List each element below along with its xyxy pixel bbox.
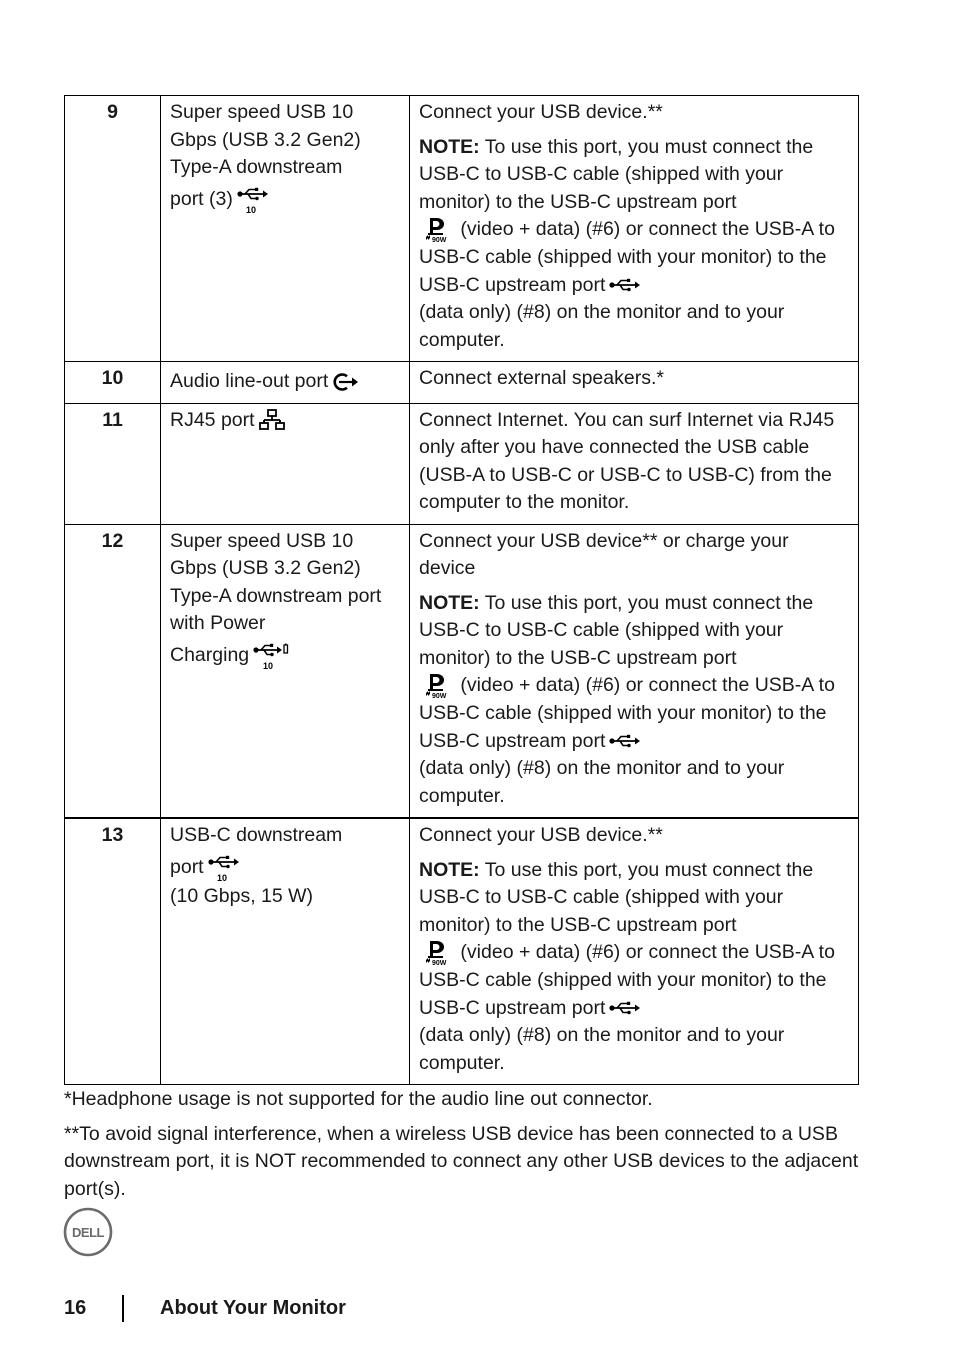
- port-name-suffix: port (3): [170, 187, 233, 210]
- port-number: 12: [65, 524, 161, 818]
- port-name-cell: [161, 96, 410, 362]
- dell-logo: [63, 1207, 113, 1257]
- table-row: [65, 818, 859, 1085]
- port-name-suffix: Charging: [170, 643, 250, 666]
- port-description: Connect Internet. You can surf Internet via RJ45 only after you have connected the USB cable (USB-A to USB-C or USB-C to USB-C) from the computer to the monitor.: [419, 408, 835, 513]
- svg-text:90W: 90W: [432, 237, 447, 244]
- displayport-power-icon: [423, 672, 451, 700]
- dell-logo-text: DELL: [72, 1225, 104, 1240]
- port-note: [419, 134, 850, 355]
- port-name: Super speed USB 10 Gbps (USB 3.2 Gen2) Type-A downstream: [170, 101, 361, 178]
- note-text: To use this port, you must connect the USB-C to USB-C cable (shipped with your monitor) to the USB-C upstream port: [419, 591, 814, 669]
- port-name-suffix: port: [170, 855, 204, 878]
- port-name-cell: [161, 818, 410, 1085]
- port-name-cell: [161, 403, 410, 524]
- usb-power-charging-icon: [253, 641, 289, 671]
- section-title: About Your Monitor: [160, 1297, 346, 1319]
- footer-divider: [122, 1295, 124, 1322]
- note-text: (video + data) (#6) or connect the USB-A to USB-C cable (shipped with your monitor) to the USB-C upstream port: [419, 674, 835, 752]
- port-name: USB-C downstream: [170, 824, 343, 846]
- displayport-power-icon: [423, 939, 451, 967]
- port-spec: (10 Gbps, 15 W): [170, 884, 314, 907]
- audio-line-out-icon: [332, 371, 360, 393]
- svg-text:10: 10: [245, 204, 256, 215]
- note-label: NOTE:: [419, 135, 480, 158]
- usb-icon: [609, 999, 641, 1017]
- port-name: Audio line-out port: [170, 370, 329, 392]
- port-note: [419, 857, 850, 1078]
- port-note: [419, 590, 850, 811]
- port-description-cell: [410, 96, 859, 362]
- port-description-cell: [410, 362, 859, 404]
- port-number: 13: [65, 818, 161, 1085]
- footnote: *Headphone usage is not supported for the audio line out connector.: [64, 1088, 653, 1110]
- footnote: **To avoid signal interference, when a wireless USB device has been connected to a USB downstream port, it is NOT recommended to connect any other USB devices to the adjacent port(s).: [64, 1122, 859, 1200]
- note-text: (data only) (#8) on the monitor and to your computer.: [419, 757, 785, 807]
- port-number: 10: [65, 362, 161, 404]
- port-description: Connect your USB device.**: [419, 101, 663, 123]
- usb-icon: [609, 732, 641, 750]
- svg-text:10: 10: [263, 660, 274, 671]
- svg-text:90W: 90W: [432, 693, 447, 700]
- port-description-cell: [410, 524, 859, 818]
- svg-text:90W: 90W: [432, 960, 447, 967]
- note-text: (data only) (#8) on the monitor and to your computer.: [419, 1024, 785, 1074]
- note-text: To use this port, you must connect the USB-C to USB-C cable (shipped with your monitor) to the USB-C upstream port: [419, 135, 814, 213]
- port-description-cell: [410, 403, 859, 524]
- page-number: 16: [64, 1297, 87, 1319]
- port-name-cell: [161, 524, 410, 818]
- note-text: (video + data) (#6) or connect the USB-A to USB-C cable (shipped with your monitor) to the USB-C upstream port: [419, 218, 835, 296]
- table-row: [65, 96, 859, 362]
- displayport-power-icon: [423, 216, 451, 244]
- table-row: [65, 524, 859, 818]
- port-description: Connect your USB device.**: [419, 824, 663, 846]
- table-row: [65, 362, 859, 404]
- note-label: NOTE:: [419, 591, 480, 614]
- usb-10gbps-icon: [208, 853, 240, 883]
- footnotes: [64, 1086, 864, 1203]
- table-row: [65, 403, 859, 524]
- port-number: 11: [65, 403, 161, 524]
- port-name-cell: [161, 362, 410, 404]
- port-name: Super speed USB 10 Gbps (USB 3.2 Gen2) Type-A downstream port with Power: [170, 529, 382, 634]
- port-description-cell: [410, 818, 859, 1085]
- note-text: (video + data) (#6) or connect the USB-A to USB-C cable (shipped with your monitor) to the USB-C upstream port: [419, 941, 835, 1019]
- usb-10gbps-icon: [237, 185, 269, 215]
- ports-table: [64, 95, 859, 1085]
- network-icon: [259, 408, 285, 432]
- note-text: To use this port, you must connect the USB-C to USB-C cable (shipped with your monitor) to the USB-C upstream port: [419, 858, 814, 936]
- note-text: (data only) (#8) on the monitor and to your computer.: [419, 301, 785, 351]
- note-label: NOTE:: [419, 858, 480, 881]
- svg-text:10: 10: [216, 872, 227, 883]
- port-name: RJ45 port: [170, 408, 255, 431]
- port-description: Connect your USB device** or charge your device: [419, 529, 789, 579]
- usb-icon: [609, 276, 641, 294]
- port-number: 9: [65, 96, 161, 362]
- port-description: Connect external speakers.*: [419, 367, 664, 389]
